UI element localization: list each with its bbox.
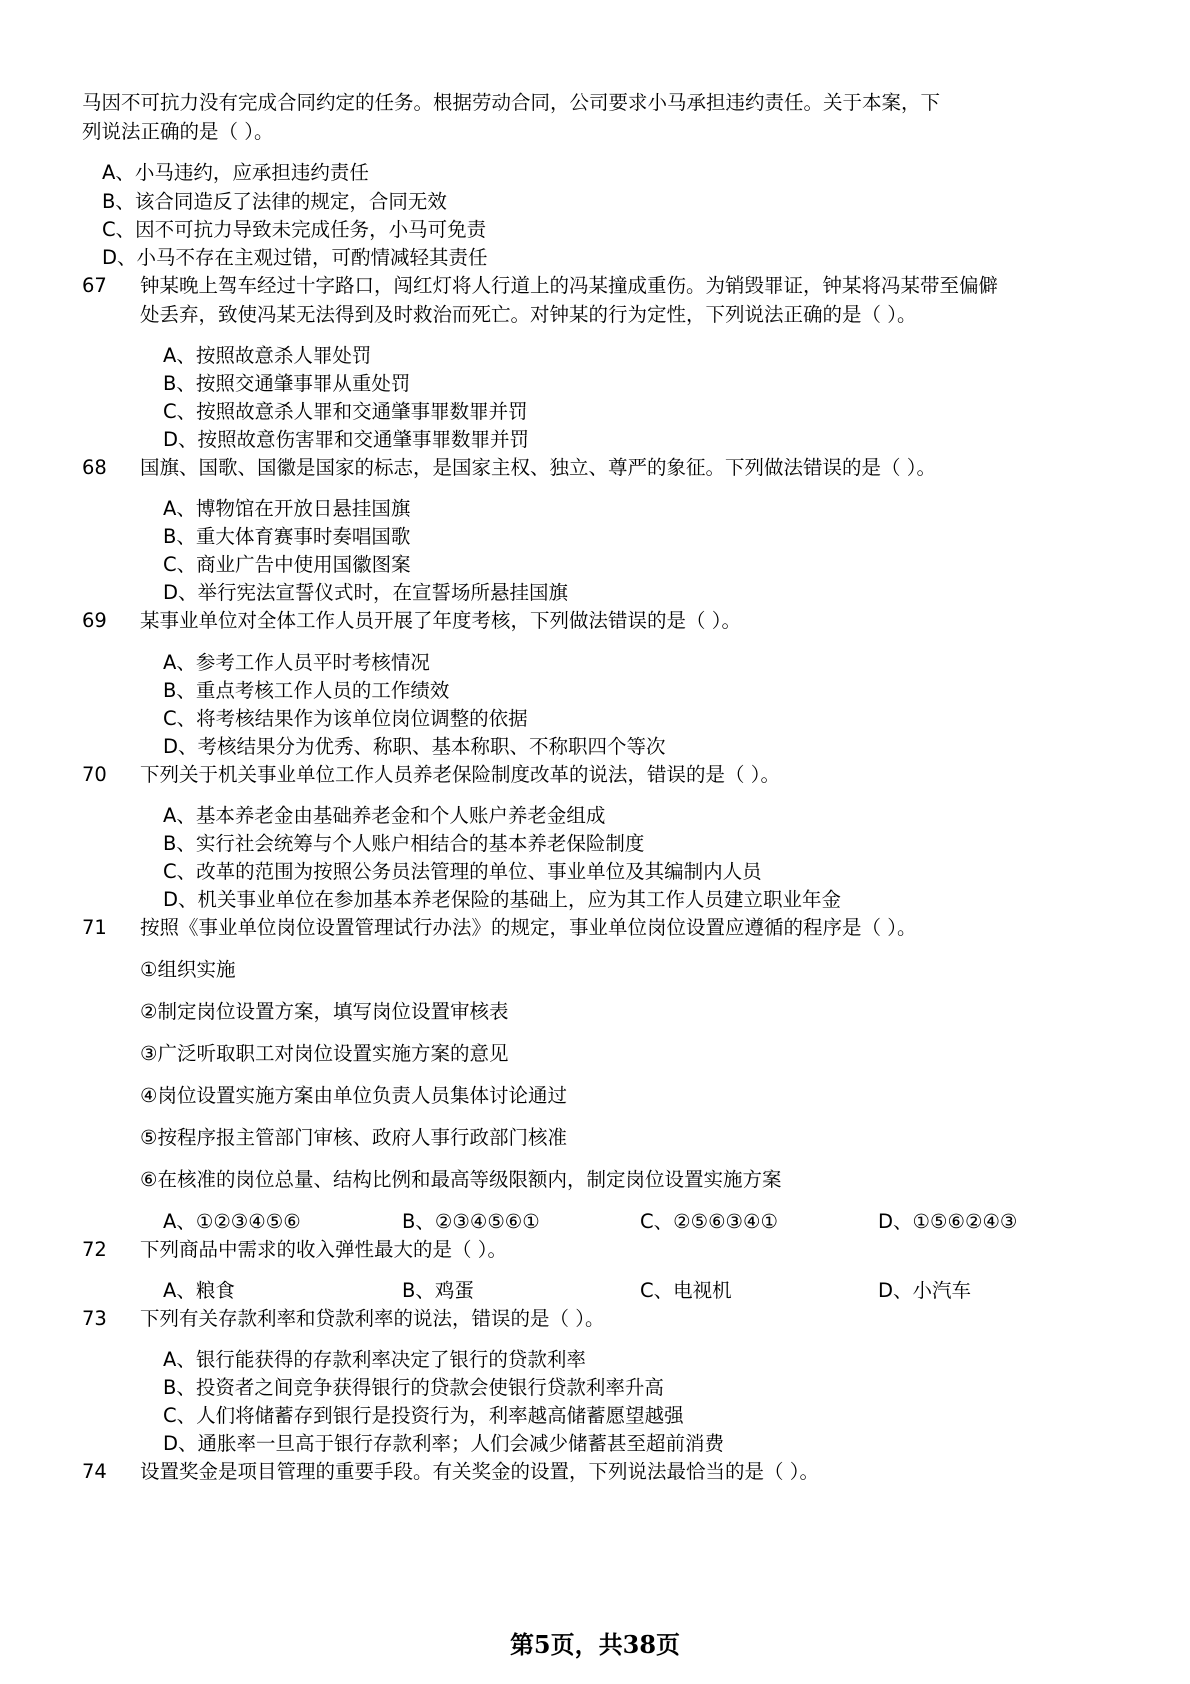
q73-option-c: C、人们将储蓄存到银行是投资行为，利率越高储蓄愿望越强 [163, 1404, 684, 1427]
q67-option-d: D、按照故意伤害罪和交通肇事罪数罪并罚 [163, 428, 530, 451]
q70-number: 70 [82, 763, 107, 786]
q67-option-a: A、按照故意杀人罪处罚 [163, 344, 372, 367]
q69-option-b: B、重点考核工作人员的工作绩效 [163, 679, 450, 702]
q71-option-b: B、②③④⑤⑥① [402, 1210, 540, 1233]
page-number-footer: 第5页，共38页 [509, 1630, 681, 1659]
q70-option-a: A、基本养老金由基础养老金和个人账户养老金组成 [163, 804, 606, 827]
q67-stem-line2: 处丢弃，致使冯某无法得到及时救治而死亡。对钟某的行为定性，下列说法正确的是（ ）。 [140, 303, 917, 326]
q68-number: 68 [82, 456, 107, 479]
q69-number: 69 [82, 609, 107, 632]
q72-option-c: C、电视机 [640, 1279, 732, 1302]
q72-stem: 下列商品中需求的收入弹性最大的是（ ）。 [140, 1238, 507, 1261]
q71-option-a: A、①②③④⑤⑥ [163, 1210, 301, 1233]
q68-option-a: A、博物馆在开放日悬挂国旗 [163, 497, 411, 520]
q74-number: 74 [82, 1460, 107, 1483]
q71-step-1: ①组织实施 [140, 958, 236, 981]
q73-number: 73 [82, 1307, 107, 1330]
q71-step-4: ④岗位设置实施方案由单位负责人员集体讨论通过 [140, 1084, 567, 1107]
q69-option-a: A、参考工作人员平时考核情况 [163, 651, 430, 674]
q71-step-3: ③广泛听取职工对岗位设置实施方案的意见 [140, 1042, 509, 1065]
q72-option-b: B、鸡蛋 [402, 1279, 474, 1302]
q71-number: 71 [82, 916, 107, 939]
q71-step-2: ②制定岗位设置方案，填写岗位设置审核表 [140, 1000, 509, 1023]
q73-option-a: A、银行能获得的存款利率决定了银行的贷款利率 [163, 1348, 586, 1371]
q69-option-d: D、考核结果分为优秀、称职、基本称职、不称职四个等次 [163, 735, 666, 758]
q72-option-d: D、小汽车 [878, 1279, 972, 1302]
q73-stem: 下列有关存款利率和贷款利率的说法，错误的是（ ）。 [140, 1307, 605, 1330]
q71-option-c: C、②⑤⑥③④① [640, 1210, 779, 1233]
q70-option-b: B、实行社会统筹与个人账户相结合的基本养老保险制度 [163, 832, 645, 855]
q70-option-c: C、改革的范围为按照公务员法管理的单位、事业单位及其编制内人员 [163, 860, 762, 883]
q66-option-d: D、小马不存在主观过错，可酌情减轻其责任 [102, 246, 488, 269]
q67-option-c: C、按照故意杀人罪和交通肇事罪数罪并罚 [163, 400, 528, 423]
q66-option-c: C、因不可抗力导致未完成任务，小马可免责 [102, 218, 487, 241]
question-66-stem-line1: 马因不可抗力没有完成合同约定的任务。根据劳动合同，公司要求小马承担违约责任。关于本案，下 [82, 91, 941, 114]
q70-stem: 下列关于机关事业单位工作人员养老保险制度改革的说法，错误的是（ ）。 [140, 763, 780, 786]
q68-stem: 国旗、国歌、国徽是国家的标志，是国家主权、独立、尊严的象征。下列做法错误的是（ ）。 [140, 456, 936, 479]
q67-number: 67 [82, 274, 107, 297]
q73-option-d: D、通胀率一旦高于银行存款利率；人们会减少储蓄甚至超前消费 [163, 1432, 725, 1455]
q66-option-a: A、小马违约，应承担违约责任 [102, 161, 369, 184]
q73-option-b: B、投资者之间竞争获得银行的贷款会使银行贷款利率升高 [163, 1376, 664, 1399]
question-66-stem-line2: 列说法正确的是（ ）。 [82, 120, 274, 143]
q67-stem-line1: 钟某晚上驾车经过十字路口，闯红灯将人行道上的冯某撞成重伤。为销毁罪证，钟某将冯某带至偏僻 [140, 274, 999, 297]
q72-number: 72 [82, 1238, 107, 1261]
q74-stem: 设置奖金是项目管理的重要手段。有关奖金的设置，下列说法最恰当的是（ ）。 [140, 1460, 819, 1483]
q71-stem: 按照《事业单位岗位设置管理试行办法》的规定，事业单位岗位设置应遵循的程序是（ ）。 [140, 916, 917, 939]
q71-step-5: ⑤按程序报主管部门审核、政府人事行政部门核准 [140, 1126, 567, 1149]
q66-option-b: B、该合同造反了法律的规定，合同无效 [102, 190, 447, 213]
q71-option-d: D、①⑤⑥②④③ [878, 1210, 1018, 1233]
q68-option-c: C、商业广告中使用国徽图案 [163, 553, 411, 576]
q70-option-d: D、机关事业单位在参加基本养老保险的基础上，应为其工作人员建立职业年金 [163, 888, 842, 911]
q68-option-d: D、举行宪法宣誓仪式时，在宣誓场所悬挂国旗 [163, 581, 569, 604]
q67-option-b: B、按照交通肇事罪从重处罚 [163, 372, 411, 395]
q69-option-c: C、将考核结果作为该单位岗位调整的依据 [163, 707, 528, 730]
q69-stem: 某事业单位对全体工作人员开展了年度考核，下列做法错误的是（ ）。 [140, 609, 741, 632]
q71-step-6: ⑥在核准的岗位总量、结构比例和最高等级限额内，制定岗位设置实施方案 [140, 1168, 782, 1191]
q72-option-a: A、粮食 [163, 1279, 235, 1302]
q68-option-b: B、重大体育赛事时奏唱国歌 [163, 525, 411, 548]
